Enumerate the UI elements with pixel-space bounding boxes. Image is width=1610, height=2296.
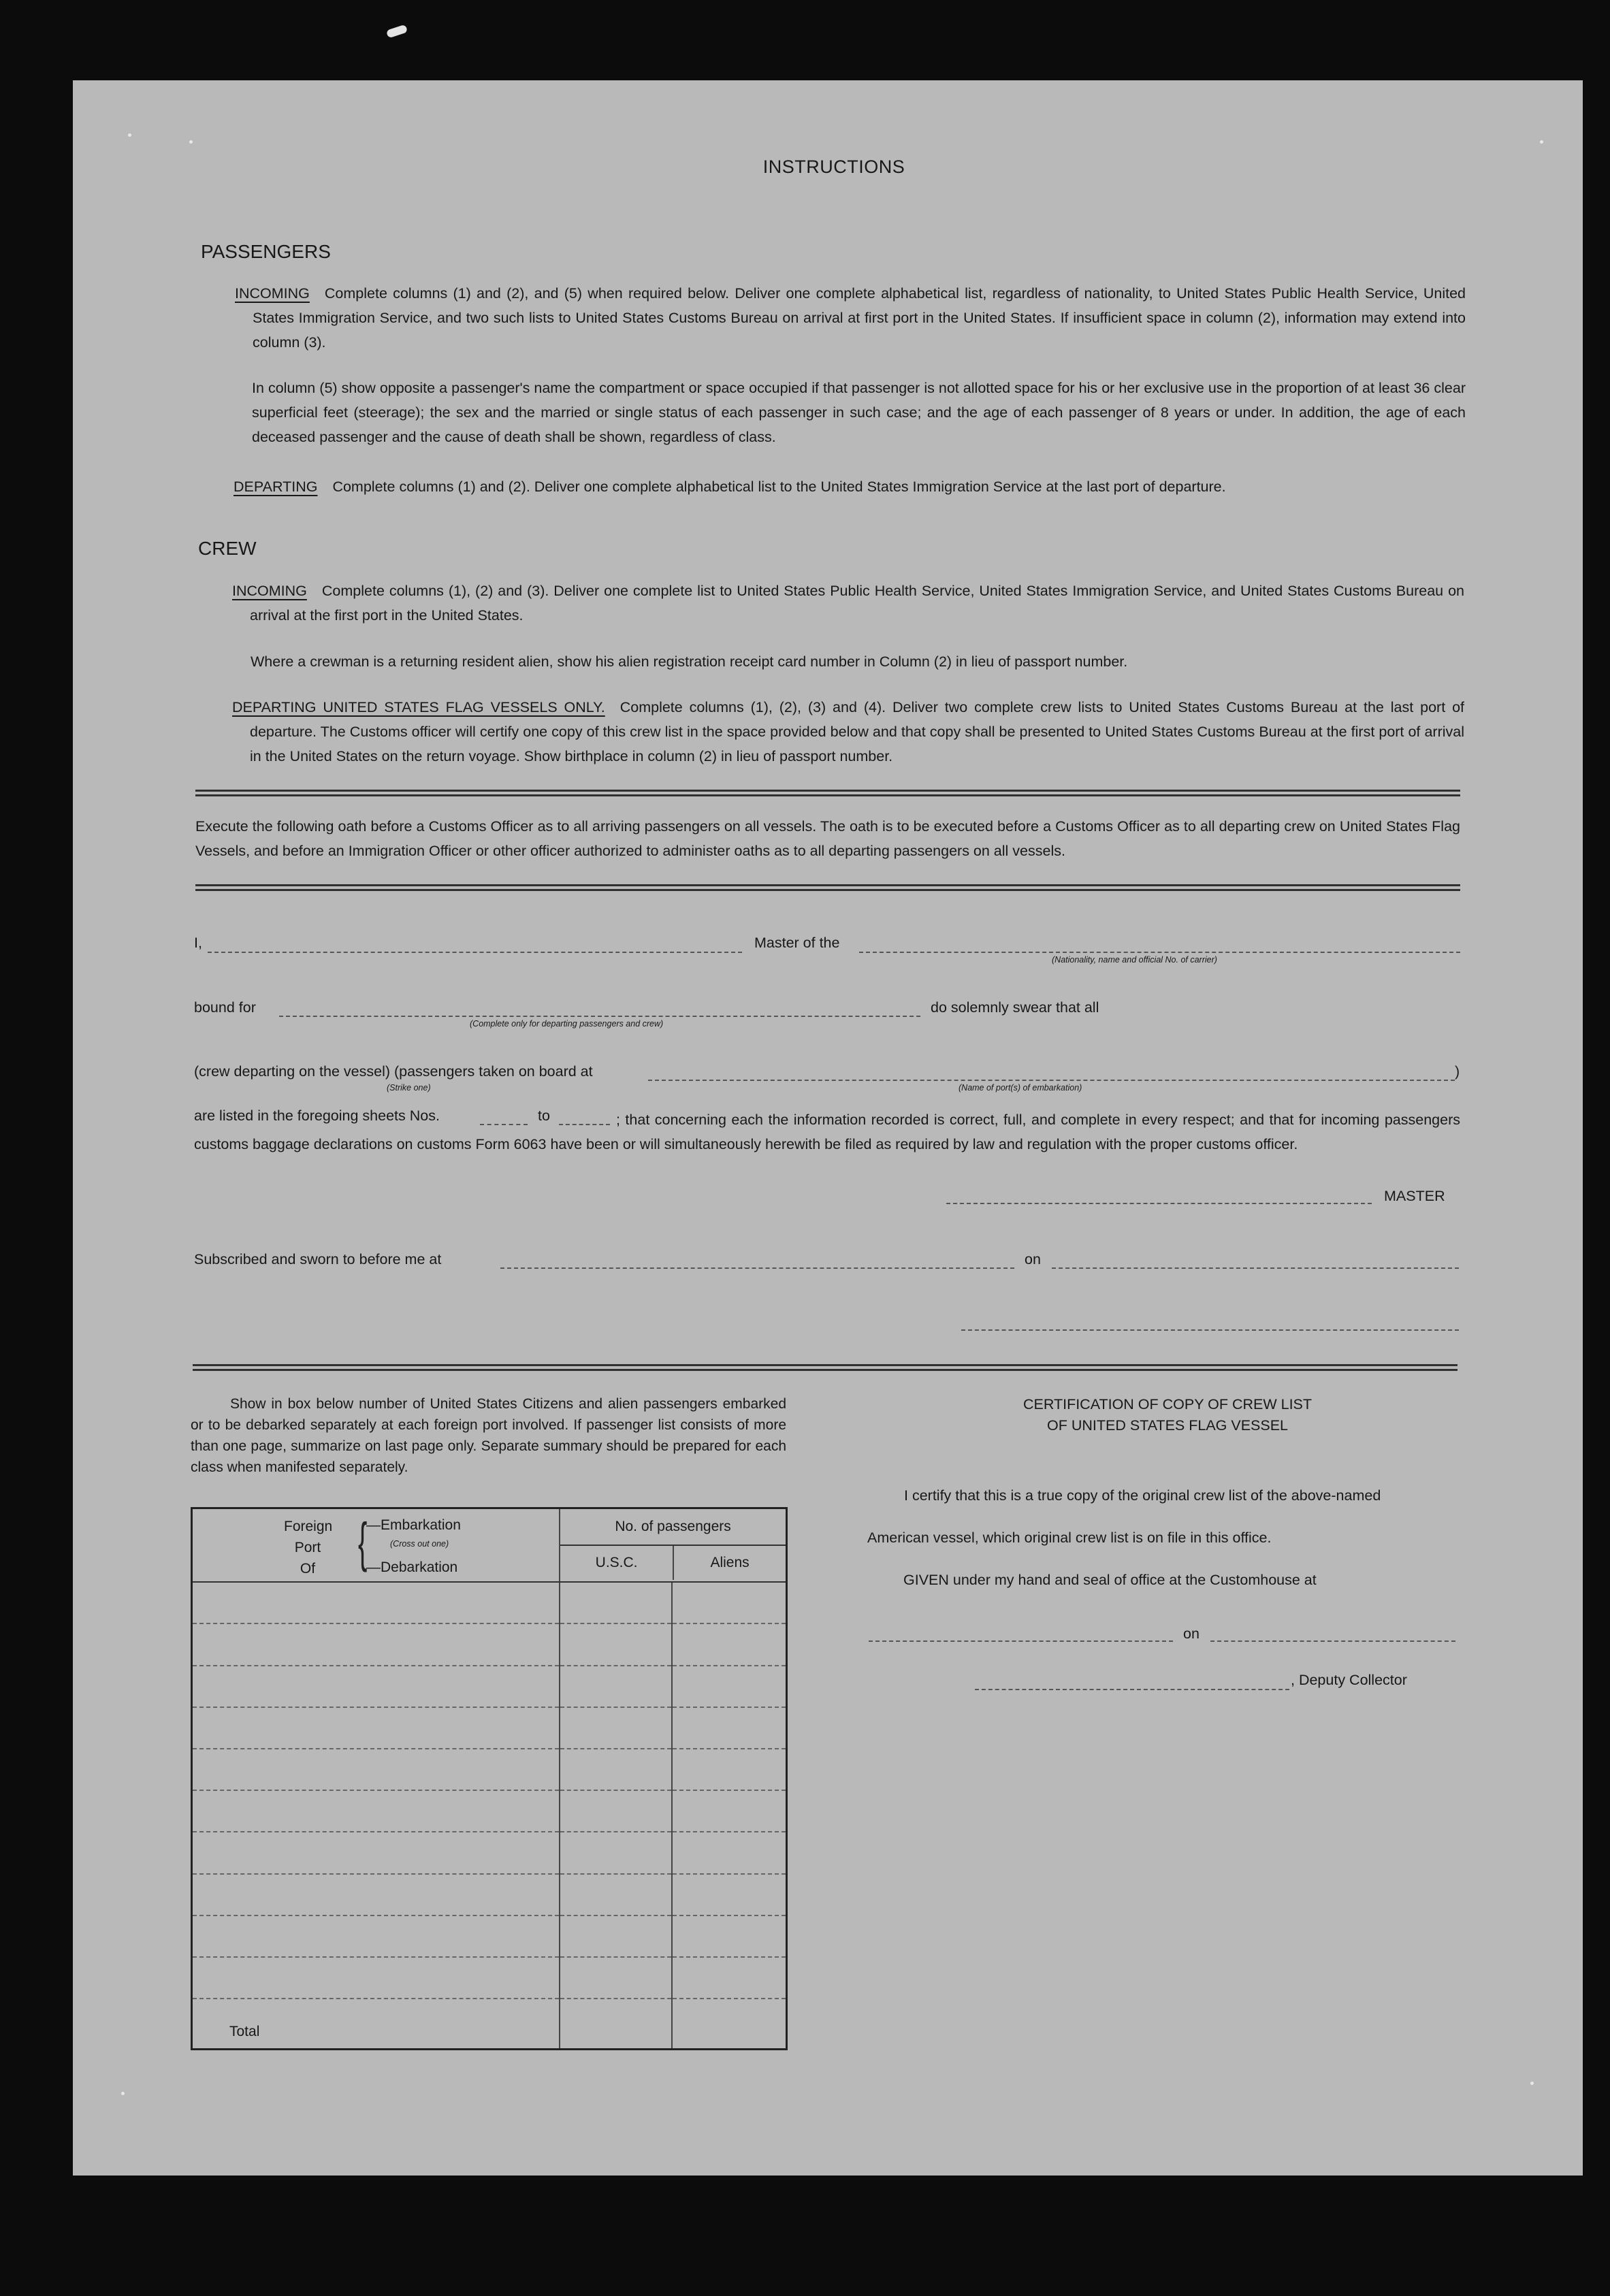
oath-i-label: I, [194, 935, 202, 951]
dust-speck [128, 133, 131, 137]
port-label: Port [294, 1540, 321, 1555]
customhouse-place-field[interactable] [869, 1640, 1173, 1642]
dust-speck [1530, 2082, 1534, 2085]
table-row [192, 1582, 787, 1623]
aliens-cell[interactable] [672, 1707, 787, 1749]
aliens-cell[interactable] [672, 1623, 787, 1665]
embarkation-ports-field[interactable] [648, 1080, 1455, 1081]
aliens-total-cell[interactable] [672, 1999, 787, 2049]
certification-title-line2: OF UNITED STATES FLAG VESSEL [1046, 1417, 1289, 1434]
divider [195, 884, 1460, 891]
crew-departing-label: DEPARTING UNITED STATES FLAG VESSELS ONLY. [232, 699, 605, 715]
certification-on-label: on [1183, 1626, 1200, 1642]
table-row [192, 1874, 787, 1915]
bound-for-field[interactable] [279, 1016, 920, 1017]
strike-hint: (Strike one) [387, 1083, 431, 1093]
foreign-label: Foreign [284, 1519, 333, 1534]
listed-prefix: are listed in the foregoing sheets Nos. [194, 1107, 440, 1124]
port-cell[interactable] [192, 1832, 560, 1873]
usc-cell[interactable] [560, 1749, 672, 1790]
passenger-summary-table [191, 1507, 788, 2050]
no-of-passengers-label: No. of passengers [560, 1509, 786, 1546]
table-row [192, 1707, 787, 1749]
master-name-field[interactable] [208, 952, 742, 953]
aliens-cell[interactable] [672, 1666, 787, 1707]
summary-instruction [191, 1393, 786, 1478]
port-cell[interactable] [192, 1749, 560, 1790]
passengers-column5-instruction [252, 376, 1466, 449]
cross-out-hint: (Cross out one) [390, 1539, 449, 1549]
officer-signature-field[interactable] [961, 1329, 1459, 1331]
passengers-heading: PASSENGERS [201, 241, 331, 262]
port-cell[interactable] [192, 1790, 560, 1832]
page-title: INSTRUCTIONS [762, 157, 905, 177]
total-row [192, 1999, 787, 2049]
port-cell[interactable] [192, 1874, 560, 1915]
dust-speck [1540, 140, 1543, 144]
port-cell[interactable] [192, 1707, 560, 1749]
passengers-departing-label: DEPARTING [234, 479, 318, 495]
passengers-column5-text: In column (5) show opposite a passenger's name the compartment or space occupied if that passenger is not allotted space for his or her exclusive use in the proportion of at least 36 clear superficial feet (steerage); the sex and the married or single status of each passenger in such case; and the age of each passenger of 8 years or under. In addition, the age of each deceased passenger and the cause of death shall be shown, regardless of class. [252, 380, 1466, 445]
usc-cell[interactable] [560, 1957, 672, 1999]
given-text: GIVEN under my hand and seal of office at the Customhouse at [903, 1572, 1317, 1588]
table-row [192, 1666, 787, 1707]
table-row [192, 1749, 787, 1790]
usc-total-cell[interactable] [560, 1999, 672, 2049]
certification-date-field[interactable] [1210, 1640, 1455, 1642]
crew-heading: CREW [198, 538, 257, 559]
divider [193, 1364, 1458, 1371]
ports-hint: (Name of port(s) of embarkation) [959, 1083, 1082, 1093]
sworn-date-field[interactable] [1052, 1267, 1459, 1269]
usc-cell[interactable] [560, 1666, 672, 1707]
aliens-cell[interactable] [672, 1915, 787, 1957]
bound-for-hint: (Complete only for departing passengers and crew) [470, 1019, 664, 1029]
table-row [192, 1790, 787, 1832]
table-row [192, 1957, 787, 1999]
swear-label: do solemnly swear that all [931, 999, 1099, 1016]
passengers-incoming-instruction [235, 281, 1466, 355]
passengers-departing-text: Complete columns (1) and (2). Deliver one complete alphabetical list to the United States Immigration Service at the last port of departure. [332, 479, 1226, 495]
oath-instruction-text: Execute the following oath before a Customs Officer as to all arriving passengers on all vessels. The oath is to be executed before a Customs Officer as to all departing crew on United States Flag Vessels, and before an Immigration Officer or other officer authorized to administer oaths as to all departing passengers on all vessels. [195, 818, 1460, 859]
listed-text: ; that concerning each the information recorded is correct, full, and complete in every respect; and that for incoming passengers customs baggage declarations on customs Form 6063 have been or will simultaneously herewith be filed as required by law and regulation with the proper customs officer. [194, 1112, 1460, 1152]
carrier-field[interactable] [859, 952, 1460, 953]
port-cell[interactable] [192, 1582, 560, 1623]
certify-text: I certify that this is a true copy of the original crew list of the above-named [904, 1487, 1381, 1504]
usc-cell[interactable] [560, 1915, 672, 1957]
master-signature-field[interactable] [946, 1203, 1372, 1204]
port-cell[interactable] [192, 1957, 560, 1999]
of-label: Of [300, 1561, 316, 1577]
crew-incoming-text: Complete columns (1), (2) and (3). Deliver one complete list to United States Public Health Service, United States Immigration Service, and United States Customs Bureau on arrival at the first port in the United States. [250, 583, 1464, 624]
debarkation-label: —Debarkation [366, 1559, 458, 1575]
passengers-header-cell [560, 1508, 786, 1583]
deputy-signature-field[interactable] [975, 1689, 1289, 1690]
subscribed-label: Subscribed and sworn to before me at [194, 1251, 442, 1267]
aliens-cell[interactable] [672, 1749, 787, 1790]
total-label: Total [192, 1999, 560, 2049]
usc-cell[interactable] [560, 1707, 672, 1749]
passengers-incoming-text: Complete columns (1) and (2), and (5) when required below. Deliver one complete alphabetical list, regardless of nationality, to United States Public Health Service, United States Immigration Service, and two such lists to United States Customs Bureau on arrival at first port in the United States. If insufficient space in column (2), information may extend into column (3). [253, 285, 1466, 351]
usc-header: U.S.C. [560, 1546, 674, 1580]
crew-alien-text: Where a crewman is a returning resident alien, show his alien registration receipt card number in Column (2) in lieu of passport number. [251, 653, 1128, 670]
master-label: MASTER [1384, 1188, 1445, 1204]
crew-incoming-label: INCOMING [232, 583, 307, 599]
usc-cell[interactable] [560, 1582, 672, 1623]
bound-for-label: bound for [194, 999, 256, 1016]
sworn-place-field[interactable] [500, 1267, 1014, 1269]
certification-title-line1: CERTIFICATION OF COPY OF CREW LIST [1023, 1396, 1313, 1412]
usc-cell[interactable] [560, 1832, 672, 1873]
passengers-departing-instruction [234, 474, 1466, 499]
brace-glyph: { [358, 1513, 368, 1573]
table-row [192, 1623, 787, 1665]
port-cell[interactable] [192, 1915, 560, 1957]
certification-title [899, 1394, 1436, 1436]
master-of-label: Master of the [754, 935, 840, 951]
crew-incoming-instruction [232, 579, 1464, 628]
embarkation-label: —Embarkation [366, 1517, 461, 1533]
port-cell[interactable] [192, 1623, 560, 1665]
deputy-collector-label: , Deputy Collector [1291, 1672, 1407, 1688]
sheet-to-label: to [538, 1107, 550, 1124]
sworn-on-label: on [1025, 1251, 1041, 1267]
passengers-incoming-label: INCOMING [235, 285, 310, 302]
table-row [192, 1832, 787, 1873]
crew-passengers-label: (crew departing on the vessel) (passengers taken on board at [194, 1063, 593, 1080]
aliens-cell[interactable] [672, 1582, 787, 1623]
american-vessel-text: American vessel, which original crew list is on file in this office. [867, 1530, 1272, 1546]
aliens-header: Aliens [710, 1555, 750, 1570]
aliens-cell[interactable] [672, 1957, 787, 1999]
dust-speck [189, 140, 193, 144]
crew-departing-text: Complete columns (1), (2), (3) and (4). Deliver two complete crew lists to United States Customs Bureau at the last port of departure. The Customs officer will certify one copy of this crew list in the space provided below and that copy shall be presented to United States Customs Bureau at the first port of arrival in the United States on the return voyage. Show birthplace in column (2) in lieu of passport number. [250, 699, 1465, 764]
usc-cell[interactable] [560, 1874, 672, 1915]
usc-cell[interactable] [560, 1623, 672, 1665]
table-row [192, 1915, 787, 1957]
aliens-cell[interactable] [672, 1832, 787, 1873]
summary-instruction-text: Show in box below number of United States Citizens and alien passengers embarked or to be debarked separately at each foreign port involved. If passenger list consists of more than one page, summarize on last page only. Separate summary should be prepared for each class when manifested separately. [191, 1396, 786, 1475]
aliens-cell[interactable] [672, 1790, 787, 1832]
carrier-hint: (Nationality, name and official No. of carrier) [1052, 955, 1217, 965]
crew-departing-instruction [232, 695, 1464, 769]
dust-speck [386, 25, 408, 39]
port-header-cell [192, 1508, 560, 1583]
aliens-cell[interactable] [672, 1874, 787, 1915]
crew-alien-instruction [251, 649, 1464, 674]
oath-instruction [195, 814, 1460, 863]
port-cell[interactable] [192, 1666, 560, 1707]
close-paren: ) [1455, 1063, 1460, 1080]
listed-paragraph [194, 1107, 1460, 1157]
usc-cell[interactable] [560, 1790, 672, 1832]
dust-speck [121, 2092, 125, 2095]
divider [195, 790, 1460, 796]
